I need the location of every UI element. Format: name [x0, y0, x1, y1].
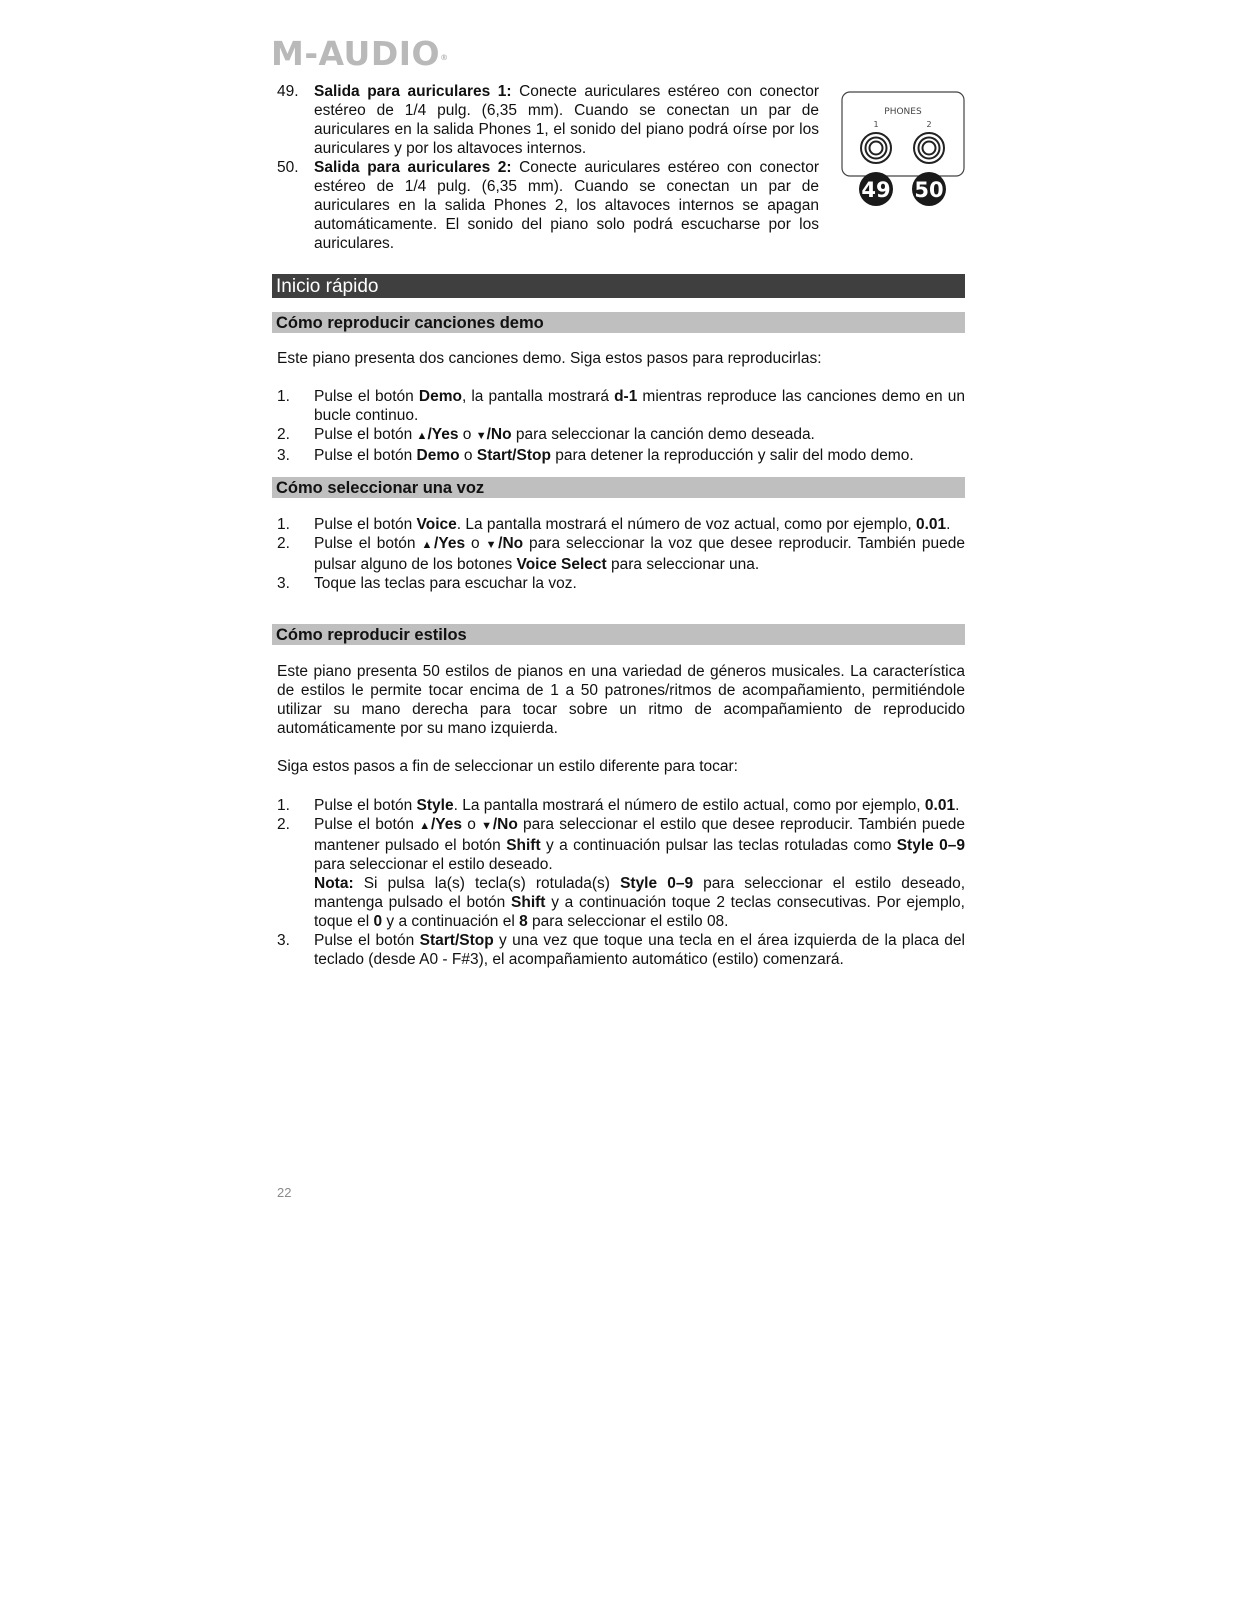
styles-intro: Este piano presenta 50 estilos de pianos en una variedad de géneros musicales. La característica de estilos le permite tocar encima de 1 a 50 patrones/ritmos de acompañamiento, permitiéndole utilizar su mano derecha para tocar sobre un ritmo de acompañamiento de reproducido automáticamente por su mano izquierda.: [277, 663, 965, 737]
styles-intro-2: Siga estos pasos a fin de seleccionar un estilo diferente para tocar:: [277, 758, 738, 775]
jack2-label: 2: [926, 120, 932, 129]
demo-intro: Este piano presenta dos canciones demo. Siga estos pasos para reproducirlas:: [277, 350, 822, 367]
phones-jacks-illustration: [838, 91, 966, 207]
up-arrow-icon: ▲: [419, 820, 431, 832]
list-item: 3. Toque las teclas para escuchar la voz.: [277, 575, 577, 592]
phones-jack-2-icon: [914, 133, 944, 163]
down-arrow-icon: ▼: [485, 539, 499, 551]
style-note: Nota: Si pulsa la(s) tecla(s) rotulada(s) Style 0–9 para seleccionar el estilo deseado, mantenga pulsado el botón Shift y a continuación toque 2 teclas consecutivas. Por ejemplo, toque el 0 y a continuación el 8 para seleccionar el estilo 08.: [314, 875, 966, 930]
up-arrow-icon: ▲: [416, 430, 428, 442]
brand-logo: M-AUDIO®: [271, 34, 449, 73]
up-arrow-icon: ▲: [421, 539, 435, 551]
callout-badge-50: [912, 172, 946, 206]
svg-text:49: 49: [861, 178, 891, 202]
list-item: 2. Pulse el botón ▲/Yes o ▼/No para seleccionar la voz que desee reproducir. También puede pulsar alguno de los botones Voice Select para seleccionar una.: [277, 535, 966, 573]
callout-badge-49: [859, 172, 893, 206]
list-item: 2. Pulse el botón ▲/Yes o ▼/No para seleccionar el estilo que desee reproducir. También puede mantener pulsado el botón Shift y a continuación pulsar las teclas rotuladas como Style 0–9 para seleccionar el estilo deseado. Nota: Si pulsa la(s) tecla(s) rotulada(s) Style 0–9 para seleccionar el estilo deseado, mantenga pulsado el botón Shift y a continuación toque 2 teclas consecutivas. Por ejemplo, toque el 0 y a continuación el 8 para seleccionar el estilo 08.: [277, 816, 966, 930]
list-item: 1. Pulse el botón Voice. La pantalla mostrará el número de voz actual, como por ejemplo, 0.01.: [277, 516, 951, 533]
list-item: 1. Pulse el botón Demo, la pantalla mostrará d-1 mientras reproduce las canciones demo en un bucle continuo.: [277, 388, 965, 424]
demo-steps: [277, 387, 965, 465]
list-item: 2. Pulse el botón ▲/Yes o ▼/No para seleccionar la canción demo deseada.: [277, 426, 815, 443]
list-item: 1. Pulse el botón Style. La pantalla mostrará el número de estilo actual, como por ejemplo, 0.01.: [277, 797, 960, 814]
phones-list: [277, 82, 819, 253]
subsection-heading-voice: Cómo seleccionar una voz: [272, 477, 965, 498]
list-item: 50. Salida para auriculares 2: Conecte auriculares estéreo con conector estéreo de 1/4 pulg. (6,35 mm). Cuando se conectan un par de auriculares en la salida Phones 2, los altavoces internos se apagan automáticamente. El sonido del piano solo podrá escucharse por los auriculares.: [277, 159, 819, 252]
voice-steps: [277, 515, 965, 593]
down-arrow-icon: ▼: [481, 820, 493, 832]
page-number: 22: [277, 1185, 292, 1200]
down-arrow-icon: ▼: [475, 430, 487, 442]
subsection-heading-demo: Cómo reproducir canciones demo: [272, 312, 965, 333]
list-item: 3. Pulse el botón Start/Stop y una vez que toque una tecla en el área izquierda de la placa del teclado (desde A0 - F#3), el acompañamiento automático (estilo) comenzará.: [277, 932, 965, 968]
list-item: 49. Salida para auriculares 1: Conecte auriculares estéreo con conector estéreo de 1/4 pulg. (6,35 mm). Cuando se conectan un par de auriculares en la salida Phones 1, el sonido del piano podrá oírse por los auriculares y por los altavoces internos.: [277, 83, 819, 157]
jack-panel: [842, 92, 964, 176]
styles-steps: [277, 796, 965, 969]
section-heading-quick-start: Inicio rápido: [272, 274, 965, 298]
jack1-label: 1: [873, 120, 879, 129]
phones-jack-1-icon: [861, 133, 891, 163]
list-item: 3. Pulse el botón Demo o Start/Stop para detener la reproducción y salir del modo demo.: [277, 447, 914, 464]
subsection-heading-styles: Cómo reproducir estilos: [272, 624, 965, 645]
svg-text:50: 50: [914, 178, 944, 202]
phones-label: PHONES: [884, 107, 922, 117]
